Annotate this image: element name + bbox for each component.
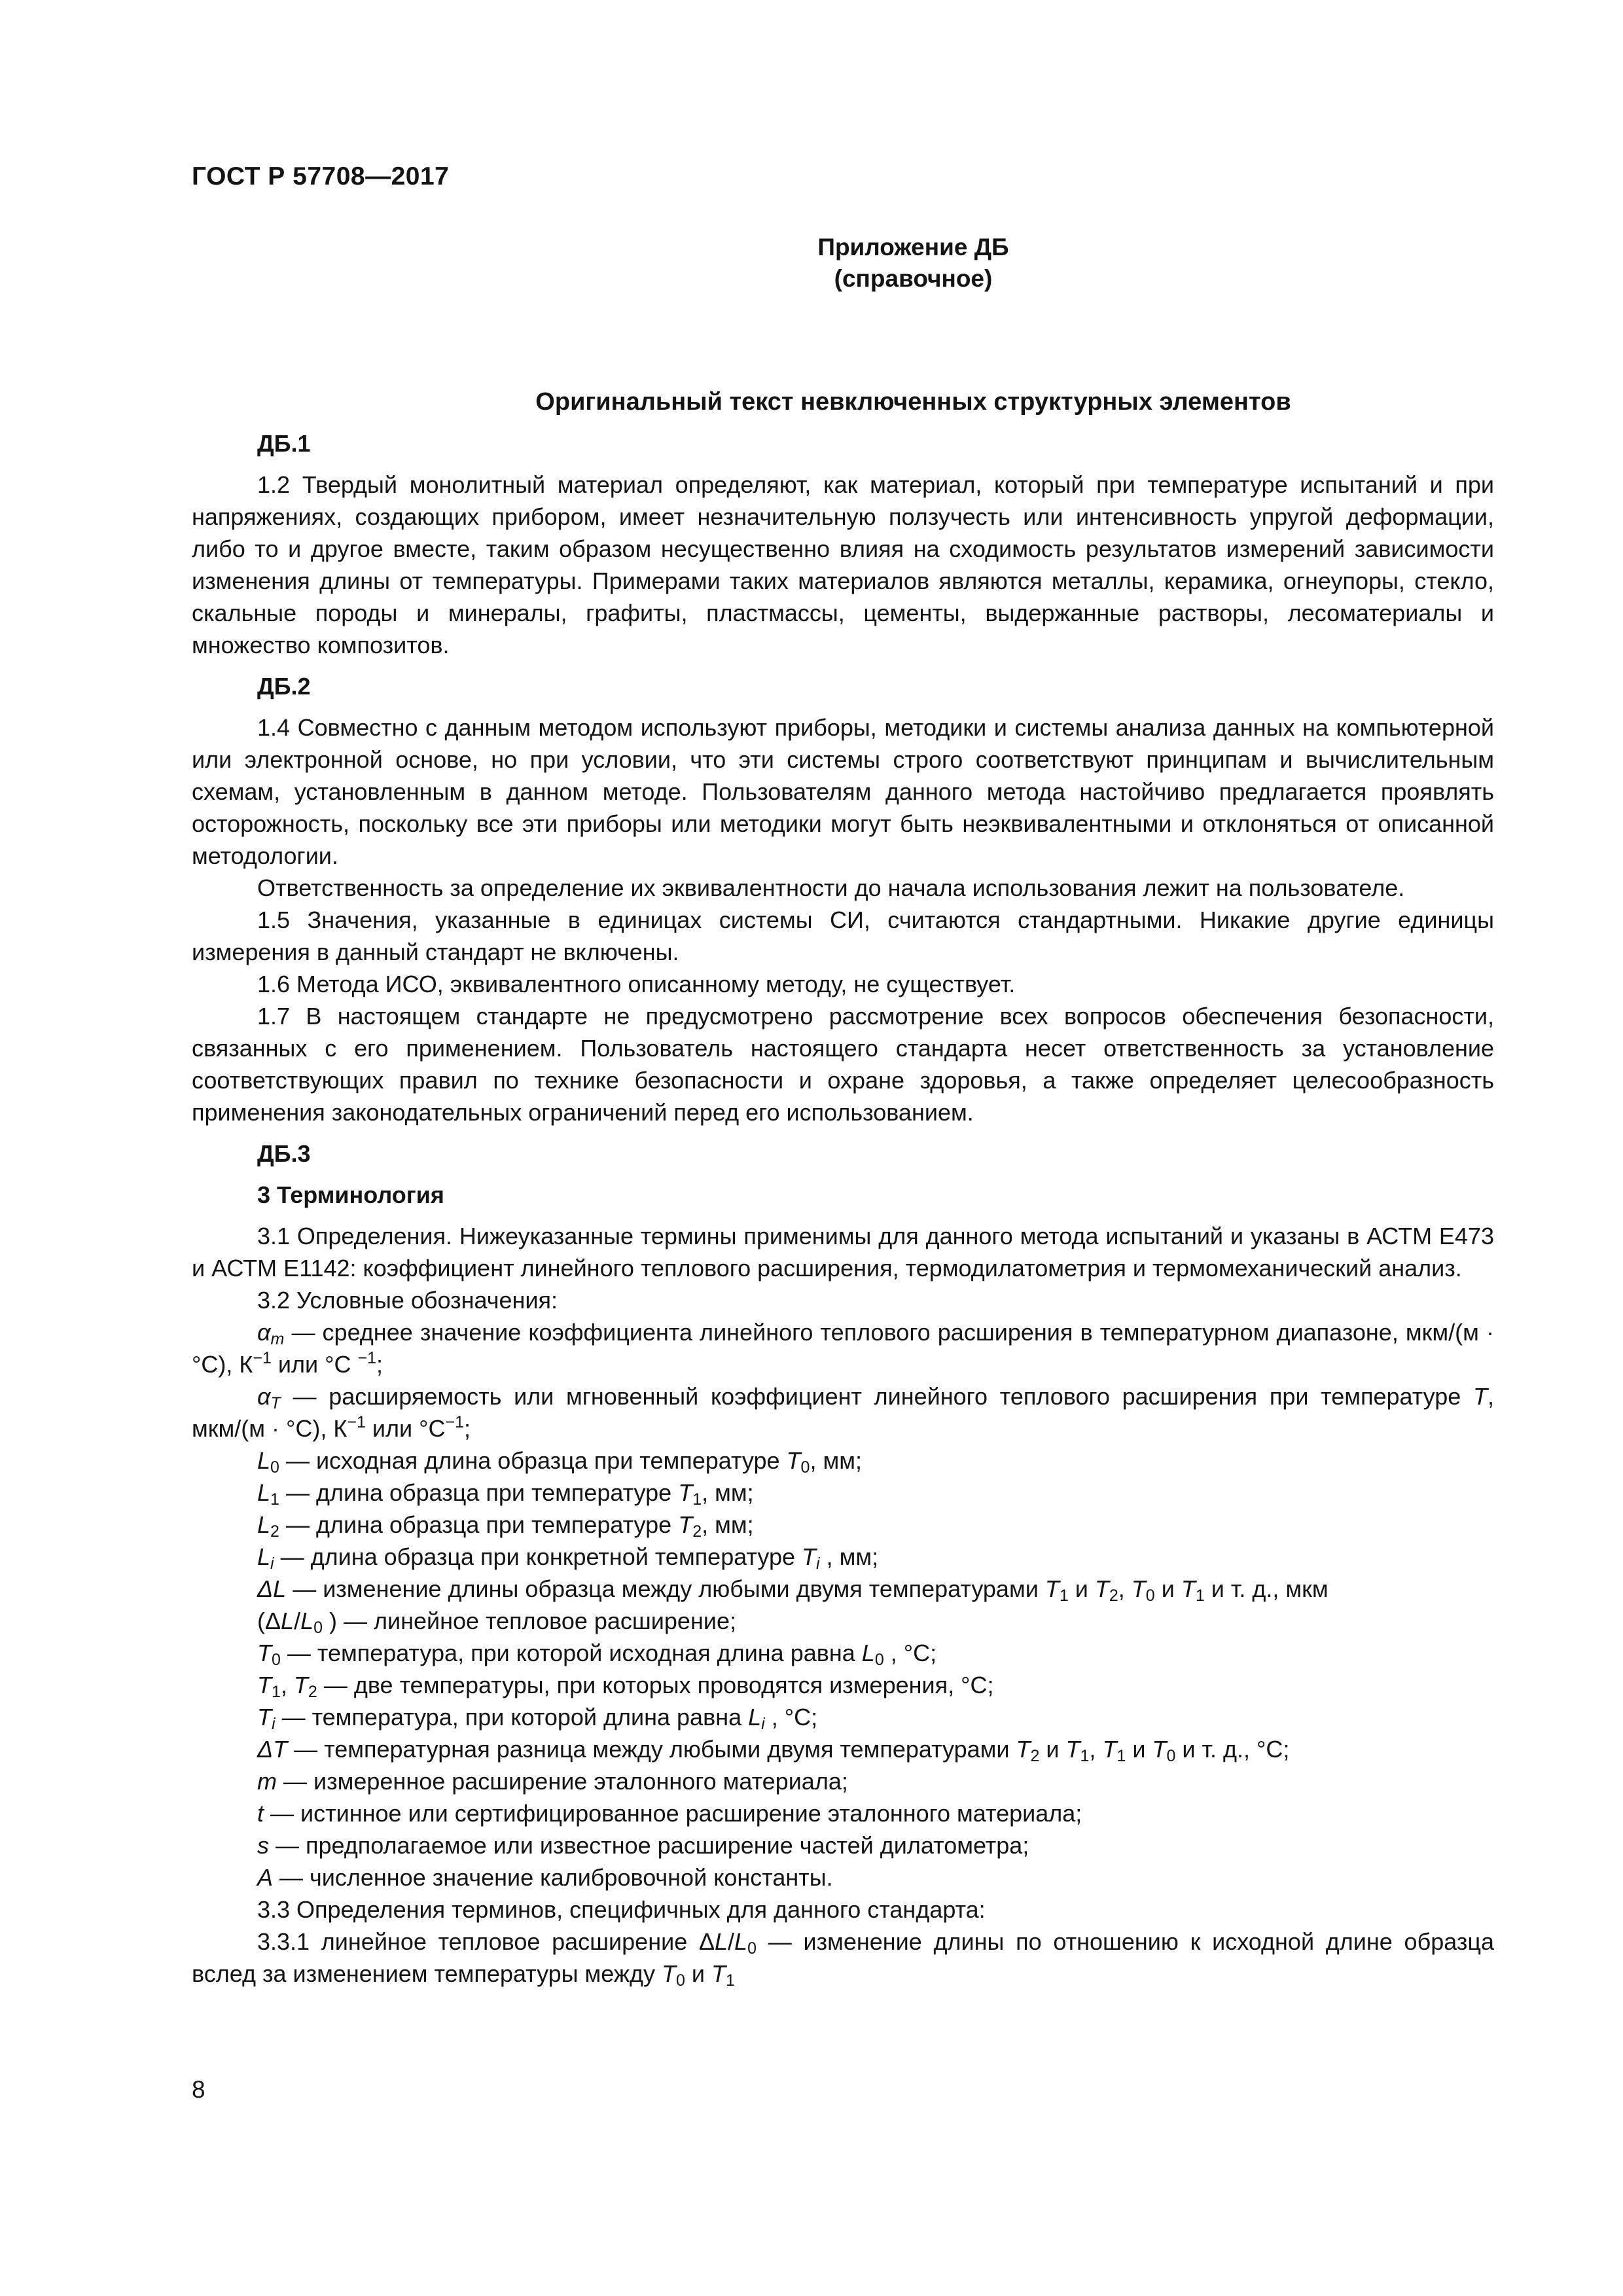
definition-text: — предполагаемое или известное расширение частей дилатометра; (269, 1832, 1029, 1859)
symbol: T (257, 1704, 272, 1731)
symbol: L (748, 1704, 762, 1731)
definition-text: или °С (271, 1351, 358, 1378)
paragraph: 1.4 Совместно с данным методом используют приборы, методики и системы анализа данных на компьютерной или электронной основе, но при условии, что эти системы строго соответствуют принципам и вычислительным схемам, установленным в данном методе. Пользователям данного метода настойчиво предлагается проявлять осторожность, поскольку все эти приборы или методики могут быть неэквивалентными и отклоняться от описанной методологии. (192, 714, 1494, 869)
symbol: L (257, 1511, 271, 1538)
definition-text: , мм; (819, 1543, 879, 1570)
definition-text: ; (464, 1415, 471, 1442)
subscript: 2 (1109, 1587, 1118, 1605)
subscript: 0 (800, 1458, 810, 1477)
symbol: L (257, 1543, 271, 1570)
symbol: L (861, 1640, 875, 1666)
superscript: −1 (347, 1413, 366, 1431)
symbol: ΔT (257, 1736, 288, 1763)
subscript: 2 (308, 1683, 317, 1701)
superscript: −1 (357, 1349, 377, 1367)
definition-text: — истинное или сертифицированное расширение эталонного материала; (264, 1800, 1082, 1827)
symbol-definition (257, 1797, 1494, 1829)
subscript: 2 (270, 1522, 279, 1541)
subscript: 2 (692, 1522, 702, 1541)
page-number: 8 (192, 2076, 205, 2103)
subscript: 0 (874, 1651, 884, 1669)
symbol: T (1016, 1736, 1031, 1763)
definition-text: — две температуры, при которых проводятся измерения, °С; (317, 1672, 994, 1698)
subscript: 1 (1116, 1747, 1126, 1765)
definition-text: — длина образца при температуре (279, 1511, 679, 1538)
subscript: 1 (1059, 1587, 1069, 1605)
definition-text: , (1089, 1736, 1103, 1763)
symbol: T (662, 1960, 677, 1987)
symbol-definition (257, 1765, 1494, 1797)
definition-text: или °С (365, 1415, 446, 1442)
definition-text: — температура, при которой длина равна (275, 1704, 749, 1731)
symbol-definition (192, 1316, 1494, 1380)
definition-text: — длина образца при температуре (279, 1479, 679, 1506)
subscript: 0 (313, 1619, 323, 1637)
subscript: 2 (1030, 1747, 1040, 1765)
definition-text: и (685, 1960, 712, 1987)
document-body (192, 386, 1494, 1990)
subscript: 0 (1145, 1587, 1155, 1605)
symbol-definition (257, 1541, 1494, 1573)
symbol: T (678, 1511, 693, 1538)
symbol: T (1094, 1575, 1109, 1602)
definition-text: и (1039, 1736, 1066, 1763)
definition-text: — расширяемость или мгновенный коэффициент линейного теплового расширения при температуре (280, 1383, 1473, 1410)
definition-text: — температурная разница между любыми двумя температурами (287, 1736, 1016, 1763)
paragraph: 3.3 Определения терминов, специфичных для данного стандарта: (257, 1896, 986, 1923)
paragraph (192, 1926, 1494, 1990)
symbol: T (257, 1672, 272, 1698)
definition-text: и (1068, 1575, 1095, 1602)
section-label: ДБ.3 (257, 1140, 311, 1167)
symbol: T (711, 1960, 726, 1987)
definition-text: (Δ (257, 1607, 281, 1634)
paragraph: 1.6 Метода ИСО, эквивалентного описанному методу, не существует. (257, 971, 1016, 997)
subheading: 3 Терминология (257, 1181, 444, 1208)
symbol: L (734, 1928, 748, 1955)
definition-text: и т. д., °С; (1175, 1736, 1290, 1763)
definition-text: / (728, 1928, 735, 1955)
symbol-definition (257, 1733, 1494, 1765)
document-code: ГОСТ Р 57708—2017 (192, 162, 450, 190)
subscript: 0 (270, 1458, 279, 1477)
definition-text: , (280, 1672, 294, 1698)
subscript: 0 (676, 1971, 685, 1990)
symbol-definition (257, 1669, 1494, 1701)
definition-text: 3.3.1 линейное тепловое расширение Δ (257, 1928, 715, 1955)
definition-text: — численное значение калибровочной константы. (273, 1864, 833, 1891)
definition-text: , мм; (702, 1511, 754, 1538)
symbol-definition (257, 1477, 1494, 1509)
symbol: T (1102, 1736, 1117, 1763)
subscript: i (270, 1554, 274, 1573)
definition-text: , °С; (764, 1704, 818, 1731)
symbol-definition (257, 1444, 1494, 1477)
section-label: ДБ.1 (257, 430, 311, 457)
section-label: ДБ.2 (257, 673, 311, 700)
symbol-definition (257, 1605, 1494, 1637)
subscript: 0 (1166, 1747, 1176, 1765)
symbol: ΔL (257, 1575, 287, 1602)
definition-text: — измеренное расширение эталонного материала; (277, 1768, 848, 1795)
definition-text: ) — линейное тепловое расширение; (323, 1607, 736, 1634)
symbol: s (257, 1832, 269, 1859)
paragraph: 3.2 Условные обозначения: (257, 1287, 558, 1314)
symbol: m (257, 1768, 277, 1795)
symbol: T (1044, 1575, 1060, 1602)
subscript: m (270, 1330, 285, 1348)
definition-text: — температура, при которой исходная длина равна (280, 1640, 862, 1666)
symbol: α (257, 1319, 271, 1346)
paragraph: 1.2 Твердый монолитный материал определяют, как материал, который при температуре испытаний и при напряжениях, создающих прибором, имеет незначительную ползучесть или интенсивность упругой деформации, либо то и другое вместе, таким образом несущественно влияя на сходимость результатов измерений зависимости изменения длины от температуры. Примерами таких материалов являются металлы, керамика, огнеупоры, стекло, скальные породы и минералы, графиты, пластмассы, цементы, выдержанные растворы, лесоматериалы и множество композитов. (192, 471, 1494, 658)
subscript: 0 (272, 1651, 281, 1669)
definition-text: — изменение длины образца между любыми двумя температурами (286, 1575, 1045, 1602)
symbol-definition (257, 1829, 1494, 1861)
definition-text: — исходная длина образца при температуре (279, 1447, 787, 1474)
definition-text: , мм; (702, 1479, 754, 1506)
paragraph: 1.5 Значения, указанные в единицах системы СИ, считаются стандартными. Никакие другие единицы измерения в данный стандарт не включены. (192, 906, 1494, 965)
symbol: L (281, 1607, 294, 1634)
appendix-title: Приложение ДБ (817, 234, 1009, 260)
symbol: T (1152, 1736, 1167, 1763)
symbol: L (257, 1479, 271, 1506)
appendix-subtitle: (справочное) (834, 265, 993, 292)
symbol: T (257, 1640, 272, 1666)
definition-text: / (294, 1607, 301, 1634)
symbol: L (257, 1447, 271, 1474)
subscript: 0 (747, 1939, 757, 1958)
subscript: i (816, 1554, 820, 1573)
symbol: α (257, 1383, 271, 1410)
subscript: 1 (692, 1490, 702, 1509)
subscript: i (272, 1715, 276, 1733)
subscript: 1 (272, 1683, 281, 1701)
definition-text: , °С; (883, 1640, 937, 1666)
appendix-heading (192, 232, 1494, 295)
paragraph: 1.7 В настоящем стандарте не предусмотрено рассмотрение всех вопросов обеспечения безопасности, связанных с его применением. Пользователь настоящего стандарта несет ответственность за установление соответствующих правил по технике безопасности и охране здоровья, а также определяет целесообразность применения законодательных ограничений перед его использованием. (192, 1003, 1494, 1126)
definition-text: , (1118, 1575, 1132, 1602)
symbol: t (257, 1800, 264, 1827)
paragraph: Ответственность за определение их эквивалентности до начала использования лежит на пользователе. (257, 874, 1405, 901)
symbol: T (1181, 1575, 1196, 1602)
symbol: A (257, 1864, 274, 1891)
symbol: T (1065, 1736, 1080, 1763)
subscript: 1 (270, 1490, 279, 1509)
symbol: T (1131, 1575, 1146, 1602)
definition-text: и (1154, 1575, 1181, 1602)
symbol: L (715, 1928, 728, 1955)
paragraph: 3.1 Определения. Нижеуказанные термины применимы для данного метода испытаний и указаны в АСТМ Е473 и АСТМ Е1142: коэффициент линейного теплового расширения, термодилатометрия и термомеханический анализ. (192, 1223, 1494, 1282)
symbol: T (802, 1543, 816, 1570)
subscript: i (761, 1715, 765, 1733)
superscript: −1 (253, 1349, 272, 1367)
main-title: Оригинальный текст невключенных структурных элементов (535, 388, 1291, 416)
symbol: T (678, 1479, 693, 1506)
definition-text: — длина образца при конкретной температуре (274, 1543, 802, 1570)
symbol: L (300, 1607, 314, 1634)
symbol-definition (257, 1637, 1494, 1669)
symbol-definition (257, 1861, 1494, 1893)
subscript: 1 (1080, 1747, 1090, 1765)
symbol-definition (257, 1509, 1494, 1541)
subscript: 1 (1195, 1587, 1205, 1605)
symbol-definition (257, 1573, 1494, 1605)
definition-text: и (1126, 1736, 1152, 1763)
superscript: −1 (445, 1413, 464, 1431)
subscript: T (270, 1394, 281, 1412)
symbol: T (1472, 1383, 1488, 1410)
definition-text: , мкм/(м · °С), К (192, 1383, 1494, 1442)
symbol-definition (192, 1380, 1494, 1444)
subscript: 1 (726, 1971, 735, 1990)
symbol-definition (257, 1701, 1494, 1733)
definition-text: , мм; (810, 1447, 862, 1474)
symbol: T (786, 1447, 801, 1474)
symbol: T (293, 1672, 308, 1698)
definition-text: — среднее значение коэффициента линейного теплового расширения в температурном диапазоне, мкм/(м · °С), К (192, 1319, 1494, 1378)
definition-text: и т. д., мкм (1204, 1575, 1329, 1602)
definition-text: ; (376, 1351, 383, 1378)
definition-text: — изменение длины по отношению к исходной длине образца вслед за изменением температуры между (192, 1928, 1494, 1987)
